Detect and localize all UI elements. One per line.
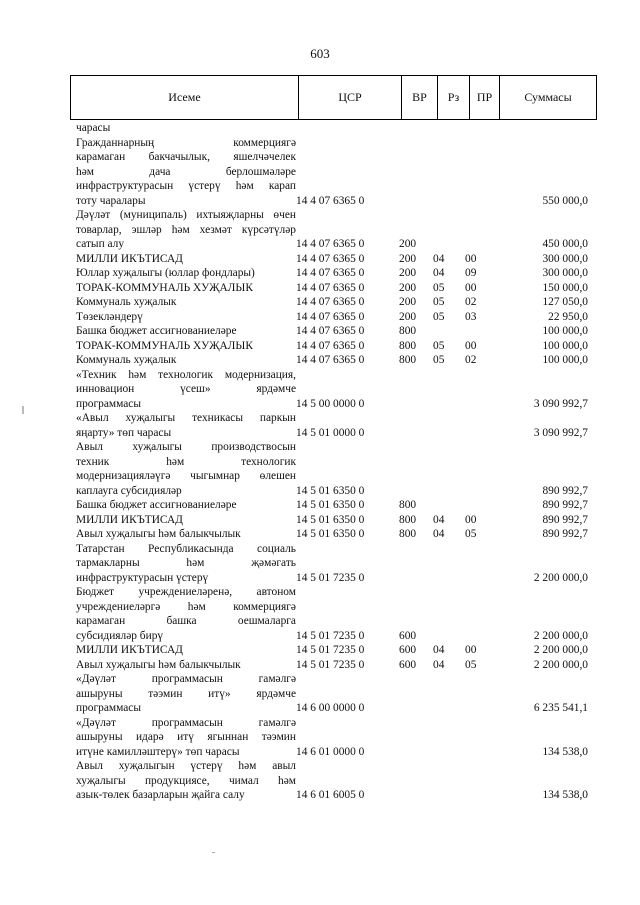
- table-row: [76, 513, 596, 528]
- scan-mark: [22, 406, 24, 414]
- row-sum: 2 200 000,0: [533, 629, 588, 642]
- row-pr: 02: [465, 296, 477, 308]
- row-rz: 05: [433, 310, 445, 323]
- row-name-line: модернизацияләүгә чыгымнар өлешен: [76, 470, 296, 482]
- row-csr: 14 5 01 6350 0: [296, 484, 365, 497]
- row-vr: 600: [399, 658, 417, 671]
- table-row: [76, 339, 596, 354]
- table-row: [76, 585, 596, 643]
- row-name-line: Төзекләндерү: [76, 310, 143, 323]
- row-vr: 800: [399, 354, 417, 366]
- table-row: [76, 252, 596, 267]
- page-number: 603: [310, 46, 330, 61]
- row-name-line: «Авыл хуҗалыгы техникасы паркын: [76, 412, 296, 424]
- header-name: Исеме: [71, 76, 299, 119]
- row-name-line: итүне камилләштерү» төп чарасы: [76, 745, 240, 758]
- row-pr: 05: [465, 528, 477, 540]
- row-name-line: каплауга субсидияләр: [76, 484, 182, 497]
- row-vr: 200: [399, 281, 417, 294]
- row-sum: 134 538,0: [542, 745, 588, 758]
- row-rz: 04: [433, 644, 445, 656]
- row-name: [76, 542, 296, 586]
- row-name: [76, 353, 296, 368]
- row-rz: 04: [433, 252, 445, 265]
- row-name-line: инфраструктурасын үстерү: [76, 571, 209, 584]
- header-rz: Рз: [438, 76, 470, 119]
- row-csr: 14 5 01 6350 0: [296, 528, 365, 540]
- row-csr: 14 4 07 6365 0: [296, 296, 365, 308]
- row-sum: 550 000,0: [542, 194, 588, 207]
- row-name: [76, 672, 296, 716]
- row-name-line: Авыл хуҗалыгы производствосын: [76, 441, 296, 453]
- row-name-line: сатып алу: [76, 238, 125, 250]
- row-sum: 300 000,0: [542, 267, 588, 279]
- row-vr: 200: [399, 267, 417, 279]
- table-row: [76, 527, 596, 542]
- table-body: [76, 121, 596, 803]
- table-row: [76, 324, 596, 339]
- row-name-line: МИЛЛИ ИКЪТИСАД: [76, 252, 183, 265]
- row-pr: 00: [465, 513, 477, 526]
- row-sum: 100 000,0: [542, 354, 588, 366]
- row-csr: 14 4 07 6365 0: [296, 354, 365, 366]
- row-sum: 22 950,0: [548, 310, 588, 323]
- row-name-line: «Дәүләт программасын гамәлгә: [76, 716, 296, 729]
- row-csr: 14 6 01 6005 0: [296, 789, 365, 801]
- table-row: [76, 759, 596, 803]
- row-vr: 200: [399, 252, 417, 265]
- row-vr: 800: [399, 339, 417, 352]
- row-sum: 127 050,0: [542, 296, 588, 308]
- row-name: [76, 324, 296, 339]
- row-name-line: Коммуналь хуҗалык: [76, 354, 177, 366]
- row-name: [76, 440, 296, 498]
- table-row: [76, 716, 596, 760]
- row-name: [76, 121, 296, 136]
- row-vr: 600: [399, 644, 417, 656]
- row-pr: 05: [465, 658, 477, 671]
- row-rz: 05: [433, 354, 445, 366]
- row-name-line: субсидияләр бирү: [76, 629, 164, 642]
- row-sum: 150 000,0: [542, 281, 588, 294]
- row-name-line: карамаган бакчачылык, яшелчәчелек: [76, 151, 296, 163]
- row-name-line: яңарту» төп чарасы: [76, 426, 172, 439]
- table-row: [76, 121, 596, 136]
- row-name-line: «Техник һәм технологик модернизация,: [76, 368, 296, 381]
- row-name-line: Коммуналь хуҗалык: [76, 296, 177, 308]
- row-csr: 14 4 07 6365 0: [296, 325, 365, 337]
- row-pr: 02: [465, 354, 477, 366]
- row-csr: 14 4 07 6365 0: [296, 310, 365, 323]
- row-name: [76, 527, 296, 542]
- row-name-line: МИЛЛИ ИКЪТИСАД: [76, 513, 183, 526]
- row-name-line: техник һәм технологик: [76, 455, 296, 468]
- row-vr: 600: [399, 629, 417, 642]
- row-rz: 05: [433, 281, 445, 294]
- row-vr: 800: [399, 499, 417, 511]
- row-name-line: инфраструктурасын үстерү һәм карап: [76, 180, 296, 192]
- row-name-line: Бюджет учреждениеләренә, автоном: [76, 586, 296, 598]
- row-name-line: һәм дача берлошмәләре: [76, 165, 296, 178]
- row-name: [76, 759, 296, 803]
- table-row: [76, 295, 596, 310]
- row-name-line: ТОРАК-КОММУНАЛЬ ХУҖАЛЫК: [76, 281, 253, 294]
- row-name-line: Юллар хуҗалыгы (юллар фондлары): [76, 267, 255, 279]
- row-csr: 14 5 01 7235 0: [296, 629, 365, 642]
- row-sum: 100 000,0: [542, 339, 588, 352]
- row-name: [76, 136, 296, 209]
- row-vr: 800: [399, 513, 417, 526]
- table-row: [76, 136, 596, 209]
- header-csr: ЦСР: [299, 76, 402, 119]
- table-row: [76, 368, 596, 412]
- table-row: [76, 643, 596, 658]
- row-name: [76, 716, 296, 760]
- row-csr: 14 5 01 0000 0: [296, 426, 365, 439]
- row-csr: 14 4 07 6365 0: [296, 281, 365, 294]
- row-name-line: Дәүләт (муниципаль) ихтыяҗларны өчен: [76, 209, 296, 221]
- row-rz: 05: [433, 339, 445, 352]
- row-name: [76, 513, 296, 528]
- row-vr: 200: [399, 310, 417, 323]
- row-rz: 04: [433, 658, 445, 671]
- row-name-line: Башка бюджет ассигнованиеләре: [76, 325, 237, 337]
- row-pr: 00: [465, 281, 477, 294]
- row-name-line: ТОРАК-КОММУНАЛЬ ХУҖАЛЫК: [76, 339, 253, 352]
- table-row: [76, 266, 596, 281]
- row-name-line: тоту чаралары: [76, 194, 146, 207]
- row-name-line: Авыл хуҗалыгы һәм балыкчылык: [76, 528, 241, 540]
- row-csr: 14 5 01 7235 0: [296, 571, 365, 584]
- row-csr: 14 4 07 6365 0: [296, 267, 365, 279]
- row-sum: 134 538,0: [542, 789, 588, 801]
- row-name: [76, 498, 296, 513]
- row-name-line: ашыруны тәэмин итү» ярдәмче: [76, 687, 296, 700]
- header-vr: ВР: [402, 76, 438, 119]
- row-sum: 2 200 000,0: [533, 644, 588, 656]
- row-csr: 14 4 07 6365 0: [296, 238, 365, 250]
- row-pr: 00: [465, 644, 477, 656]
- row-sum: 890 992,7: [542, 513, 588, 526]
- header-pr: ПР: [470, 76, 500, 119]
- table-row: [76, 310, 596, 325]
- row-sum: 300 000,0: [542, 252, 588, 265]
- row-pr: 03: [465, 310, 477, 323]
- row-sum: 890 992,7: [542, 499, 588, 511]
- row-csr: 14 4 07 6365 0: [296, 194, 365, 207]
- row-name-line: Татарстан Республикасында социаль: [76, 542, 296, 555]
- row-name: [76, 643, 296, 658]
- row-name: [76, 266, 296, 281]
- row-sum: 100 000,0: [542, 325, 588, 337]
- row-name: [76, 411, 296, 440]
- row-vr: 200: [399, 238, 417, 250]
- row-name-line: программасы: [76, 702, 142, 714]
- header-sum: Суммасы: [524, 90, 572, 104]
- row-pr: 00: [465, 252, 477, 265]
- row-csr: 14 5 01 6350 0: [296, 513, 365, 526]
- row-sum: 2 200 000,0: [533, 658, 588, 671]
- table-row: [76, 672, 596, 716]
- table-row: [76, 411, 596, 440]
- table-row: [76, 208, 596, 252]
- table-row: [76, 281, 596, 296]
- row-name-line: программасы: [76, 397, 142, 410]
- table-row: [76, 658, 596, 673]
- table-header: [70, 75, 597, 120]
- row-csr: 14 5 01 6350 0: [296, 499, 365, 511]
- scan-dot: [212, 852, 215, 853]
- row-name: [76, 368, 296, 412]
- row-name-line: чарасы: [76, 122, 111, 134]
- row-name-line: Башка бюджет ассигнованиеләре: [76, 499, 237, 511]
- row-name-line: тармакларны һәм җәмәгать: [76, 557, 296, 569]
- row-rz: 04: [433, 513, 445, 526]
- row-name-line: карамаган башка оешмаларга: [76, 615, 296, 627]
- row-sum: 6 235 541,1: [533, 702, 588, 714]
- table-row: [76, 353, 596, 368]
- row-sum: 3 090 992,7: [533, 426, 588, 439]
- row-name-line: Авыл хуҗалыгы һәм балыкчылык: [76, 658, 241, 671]
- row-name: [76, 658, 296, 673]
- row-name: [76, 585, 296, 643]
- row-name-line: «Дәүләт программасын гамәлгә: [76, 673, 296, 685]
- row-name-line: Авыл хуҗалыгын үстерү һәм авыл: [76, 760, 296, 772]
- row-rz: 04: [433, 528, 445, 540]
- table-row: [76, 498, 596, 513]
- row-vr: 800: [399, 528, 417, 540]
- row-name-line: учреждениеләргә һәм коммерциягә: [76, 600, 296, 613]
- row-name: [76, 295, 296, 310]
- row-name-line: ашыруны идарә итү ягыннан тәэмин: [76, 731, 296, 743]
- row-csr: 14 6 00 0000 0: [296, 702, 365, 714]
- row-name: [76, 208, 296, 252]
- row-sum: 3 090 992,7: [533, 397, 588, 410]
- row-name: [76, 339, 296, 354]
- row-name-line: МИЛЛИ ИКЪТИСАД: [76, 644, 183, 656]
- row-name-line: Гражданнарның коммерциягә: [76, 136, 296, 149]
- row-name: [76, 252, 296, 267]
- table-row: [76, 440, 596, 498]
- row-name-line: азык-төлек базарларын җайга салу: [76, 789, 245, 801]
- row-rz: 04: [433, 267, 445, 279]
- row-csr: 14 5 00 0000 0: [296, 397, 365, 410]
- table-row: [76, 542, 596, 586]
- row-sum: 450 000,0: [542, 238, 588, 250]
- row-sum: 2 200 000,0: [533, 571, 588, 584]
- row-pr: 09: [465, 267, 477, 279]
- row-vr: 200: [399, 296, 417, 308]
- row-rz: 05: [433, 296, 445, 308]
- row-name-line: инновацион үсеш» ярдәмче: [76, 383, 296, 395]
- row-csr: 14 4 07 6365 0: [296, 339, 365, 352]
- row-sum: 890 992,7: [542, 528, 588, 540]
- row-vr: 800: [399, 325, 417, 337]
- row-name: [76, 310, 296, 325]
- row-csr: 14 5 01 7235 0: [296, 644, 365, 656]
- row-name-line: товарлар, эшләр һәм хезмәт күрсәтүләр: [76, 223, 296, 236]
- row-pr: 00: [465, 339, 477, 352]
- row-csr: 14 4 07 6365 0: [296, 252, 365, 265]
- row-sum: 890 992,7: [542, 484, 588, 497]
- row-csr: 14 5 01 7235 0: [296, 658, 365, 671]
- row-name-line: хуҗалыгы продукциясе, чимал һәм: [76, 774, 296, 787]
- row-name: [76, 281, 296, 296]
- row-csr: 14 6 01 0000 0: [296, 745, 365, 758]
